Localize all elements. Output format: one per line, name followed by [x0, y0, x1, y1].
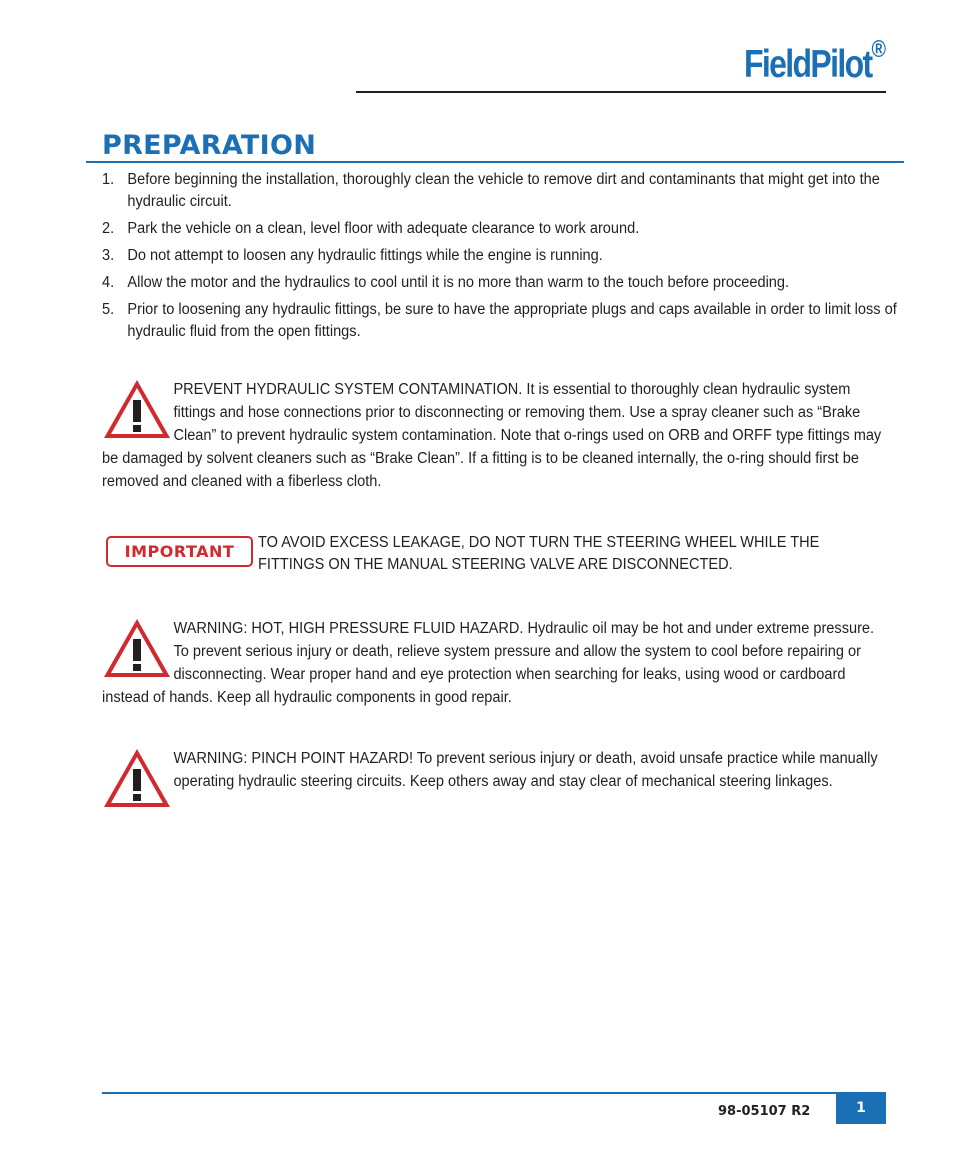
contamination-warning-text: PREVENT HYDRAULIC SYSTEM CONTAMINATION. It is essential to thoroughly clean hydraulic system fittings and hose connections prior to disconnecting or removing them. Use a spray cleaner such as “Brake Clean” to prevent hydraulic system contamination. Note that o-rings used on ORB and ORFF type fittings may be damaged by solvent cleaners such as “Brake Clean”. If a fitting is to be cleaned internally, the o-ring should first be removed and cleaned with a fiberless cloth. — [102, 381, 882, 490]
step-number: 3. — [102, 247, 115, 264]
step-number: 5. — [102, 301, 115, 318]
step-number: 2. — [102, 220, 115, 237]
step-text: Before beginning the installation, thoroughly clean the vehicle to remove dirt and contaminants that might get into the hydraulic circuit. — [127, 171, 880, 210]
section-title: PREPARATION — [102, 130, 317, 161]
document-number: 98-05107 R2 — [718, 1104, 811, 1119]
list-item — [102, 169, 908, 213]
preparation-steps — [102, 169, 897, 348]
important-badge: IMPORTANT — [106, 536, 253, 567]
page-number: 1 — [836, 1094, 886, 1124]
list-item — [102, 218, 908, 240]
list-item — [102, 245, 908, 267]
step-text: Allow the motor and the hydraulics to cool until it is no more than warm to the touch before proceeding. — [127, 274, 790, 291]
step-number: 1. — [102, 171, 115, 188]
hot-fluid-warning — [102, 617, 892, 709]
pinch-point-warning — [102, 747, 892, 809]
step-number: 4. — [102, 274, 115, 291]
header-divider — [356, 91, 886, 93]
important-text: TO AVOID EXCESS LEAKAGE, DO NOT TURN THE STEERING WHEEL WHILE THE FITTINGS ON THE MANUAL STEERING VALVE ARE DISCONNECTED. — [258, 534, 820, 573]
pinch-point-warning-text: WARNING: PINCH POINT HAZARD! To prevent serious injury or death, avoid unsafe practice while manually operating hydraulic steering circuits. Keep others away and stay clear of mechanical steering linkages. — [173, 750, 878, 790]
contamination-warning — [102, 378, 892, 493]
brand-logo — [684, 36, 886, 87]
step-text: Do not attempt to loosen any hydraulic fittings while the engine is running. — [127, 247, 603, 264]
brand-name: FieldPilot — [743, 43, 872, 86]
list-item — [102, 272, 908, 294]
section-divider — [86, 161, 904, 163]
footer-divider — [102, 1092, 886, 1094]
step-text: Prior to loosening any hydraulic fittings, be sure to have the appropriate plugs and caps available in order to limit loss of hydraulic fluid from the open fittings. — [127, 301, 897, 340]
brand-registered-mark: ® — [871, 36, 886, 63]
hot-fluid-warning-text: WARNING: HOT, HIGH PRESSURE FLUID HAZARD. Hydraulic oil may be hot and under extreme pressure. To prevent serious injury or death, relieve system pressure and allow the system to cool before repairing or disconnecting. Wear proper hand and eye protection when searching for leaks, using wood or cardboard instead of hands. Keep all hydraulic components in good repair. — [102, 620, 875, 706]
step-text: Park the vehicle on a clean, level floor with adequate clearance to work around. — [127, 220, 640, 237]
list-item — [102, 299, 908, 343]
